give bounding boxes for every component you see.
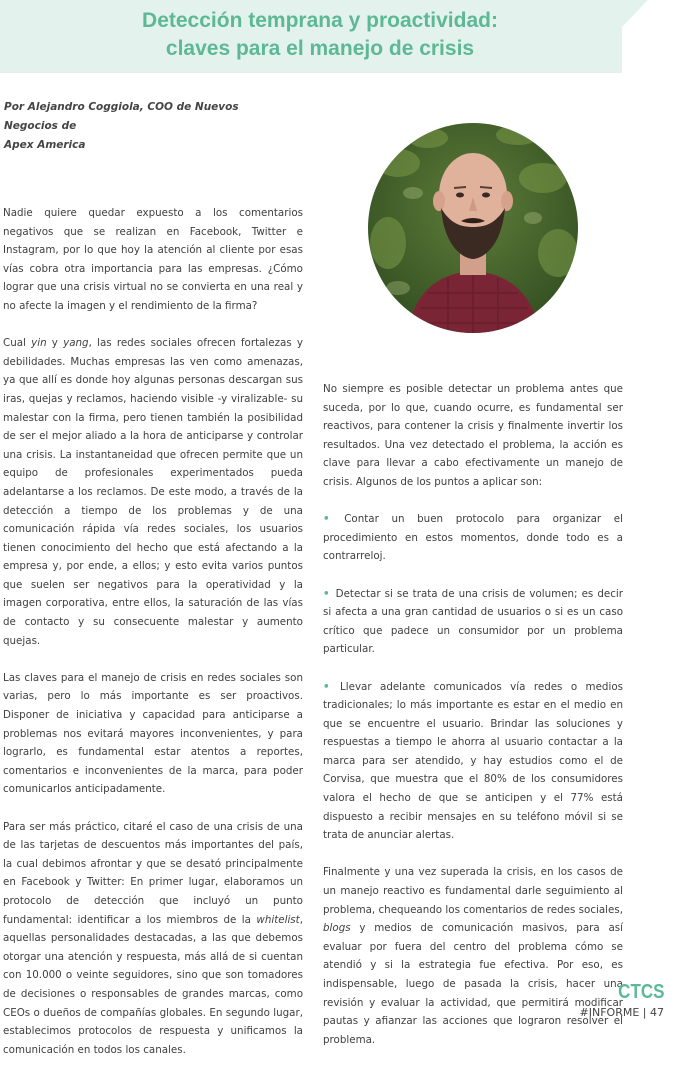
emphasis-yang: yang xyxy=(63,337,89,350)
text-run: y xyxy=(46,337,64,350)
paragraph: No siempre es posible detectar un problema antes que suceda, por lo que, cuando ocurre, es fundamental ser reactivos, para contener la crisis y finalmente invertir los resultados. Una vez detectado el problema, la acción es clave para llevar a cabo efectivamente un manejo de crisis. Algunos de los puntos a aplicar son: xyxy=(323,383,623,488)
left-column xyxy=(3,204,303,1078)
ctcs-logo: CTCS xyxy=(617,981,664,1003)
text-run: Cual xyxy=(3,337,32,350)
byline xyxy=(4,98,294,155)
portrait-illustration xyxy=(368,123,578,333)
bullet-item xyxy=(323,510,623,566)
bullet-icon: • xyxy=(323,587,330,600)
emphasis-yin: yin xyxy=(31,337,47,350)
paragraph xyxy=(3,818,303,1060)
byline-line-1: Por Alejandro Coggiola, COO de Nuevos Negocios de xyxy=(4,101,239,132)
right-column xyxy=(323,380,623,1068)
paragraph: Las claves para el manejo de crisis en redes sociales son varias, pero lo más importante es ser proactivos. Disponer de iniciativa y capacidad para anticiparse a problemas nos evitará mayores inconvenientes, y para lograrlo, es fundamental estar atentos a reportes, comentarios e inconvenientes de la marca, para poder comunicarlos anticipadamente. xyxy=(3,671,303,796)
paragraph: Nadie quiere quedar expuesto a los comentarios negativos que se realizan en Facebook, Twitter e Instagram, por lo que hoy la atención al cliente por esas vías cobra otra importancia para las empresas. ¿Cómo lograr que una crisis virtual no se convierta en una real y no afecte la imagen y el rendimiento de la firma? xyxy=(3,207,303,312)
emphasis-whitelist: whitelist xyxy=(256,913,300,926)
paragraph xyxy=(3,334,303,650)
section-page-number: #INFORME | 47 xyxy=(579,1006,664,1019)
title-line-1: Detección temprana y proactividad: xyxy=(142,9,498,32)
text-run: , las redes sociales ofrecen fortalezas y debilidades. Muchas empresas las ven como amenazas, ya que allí es donde hoy algunas personas descargan sus iras, quejas y reclamos, haciendo visible -y viralizable- su malestar con la firma, pero tienen también la posibilidad de ser el mejor aliado a la hora de anticiparse y controlar una crisis. La instantaneidad que ofrecen permite que un equipo de profesionales experimentados pueda adelantarse a los reclamos. De este modo, a través de la detección a tiempo de los problemas y de una comunicación rápida vía redes sociales, los usuarios tienen conocimiento del hecho que está afectando a la empresa y, por ende, a ellos; y esto evita varios puntos que suelen ser negativos para la operatividad y la imagen corporativa, entre ellos, la saturación de las vías de contacto y su consecuente malestar y aumento quejas. xyxy=(3,337,303,647)
bullet-icon: • xyxy=(323,513,330,526)
bullet-item xyxy=(323,678,623,845)
paragraph xyxy=(323,863,623,1049)
text-run: y medios de comunicación masivos, para así evaluar por fuera del centro del problema cómo se atendió y si la estrategia fue efectiva. Por eso, es indispensable, luego de pasada la crisis, hacer una revisión y evaluar la actividad, que permitirá modificar pautas y afianzar las acciones que lograron resolver el problema. xyxy=(323,922,623,1046)
author-portrait-icon xyxy=(368,123,578,333)
text-run: Finalmente y una vez superada la crisis, en los casos de un manejo reactivo es fundamental darle seguimiento al problema, chequeando los comentarios de redes sociales, xyxy=(323,866,623,916)
bullet-text: Llevar adelante comunicados vía redes o medios tradicionales; lo más importante es estar en el medio en que se encuentre el usuario. Brindar las soluciones y respuestas a tiempo le ahorra al usuario contactar a la marca para ser atendido, y hay estudios como el de Corvisa, que muestra que el 80% de los consumidores valora el hecho de que se anticipen y el 77% está dispuesto a recibir mensajes en su teléfono móvil si se trata de anunciar alertas. xyxy=(323,680,623,842)
byline-line-2: Apex America xyxy=(4,139,86,151)
bullet-item xyxy=(323,585,623,659)
title-line-2: claves para el manejo de crisis xyxy=(165,37,475,60)
emphasis-blogs: blogs xyxy=(323,922,351,935)
text-run: Para ser más práctico, citaré el caso de una crisis de una de las tarjetas de descuentos más importantes del país, la cual debimos afrontar y que se desató principalmente en Facebook y Twitter: En primer lugar, elaboramos un protocolo de detección que incluyó un punto fundamental: identificar a los miembros de la xyxy=(3,820,303,926)
bullet-text: Contar un buen protocolo para organizar el procedimiento en estos momentos, donde todo es a contrarreloj. xyxy=(323,513,623,563)
text-run: , aquellas personalidades destacadas, a las que debemos otorgar una atención y respuesta, más allá de si cuentan con 10.000 o veinte seguidores, sino que son tomadores de decisiones o responsables de grandes marcas, como CEOs o dueños de compañías globales. En segundo lugar, establecimos protocolos de respuesta y unificamos la comunicación en todos los canales. xyxy=(3,913,303,1056)
page-title xyxy=(0,7,640,63)
bullet-text: Detectar si se trata de una crisis de volumen; es decir si afecta a una gran cantidad de usuarios o si es un caso crítico que padece un consumidor por un problema particular. xyxy=(323,587,623,656)
bullet-icon: • xyxy=(323,680,330,693)
